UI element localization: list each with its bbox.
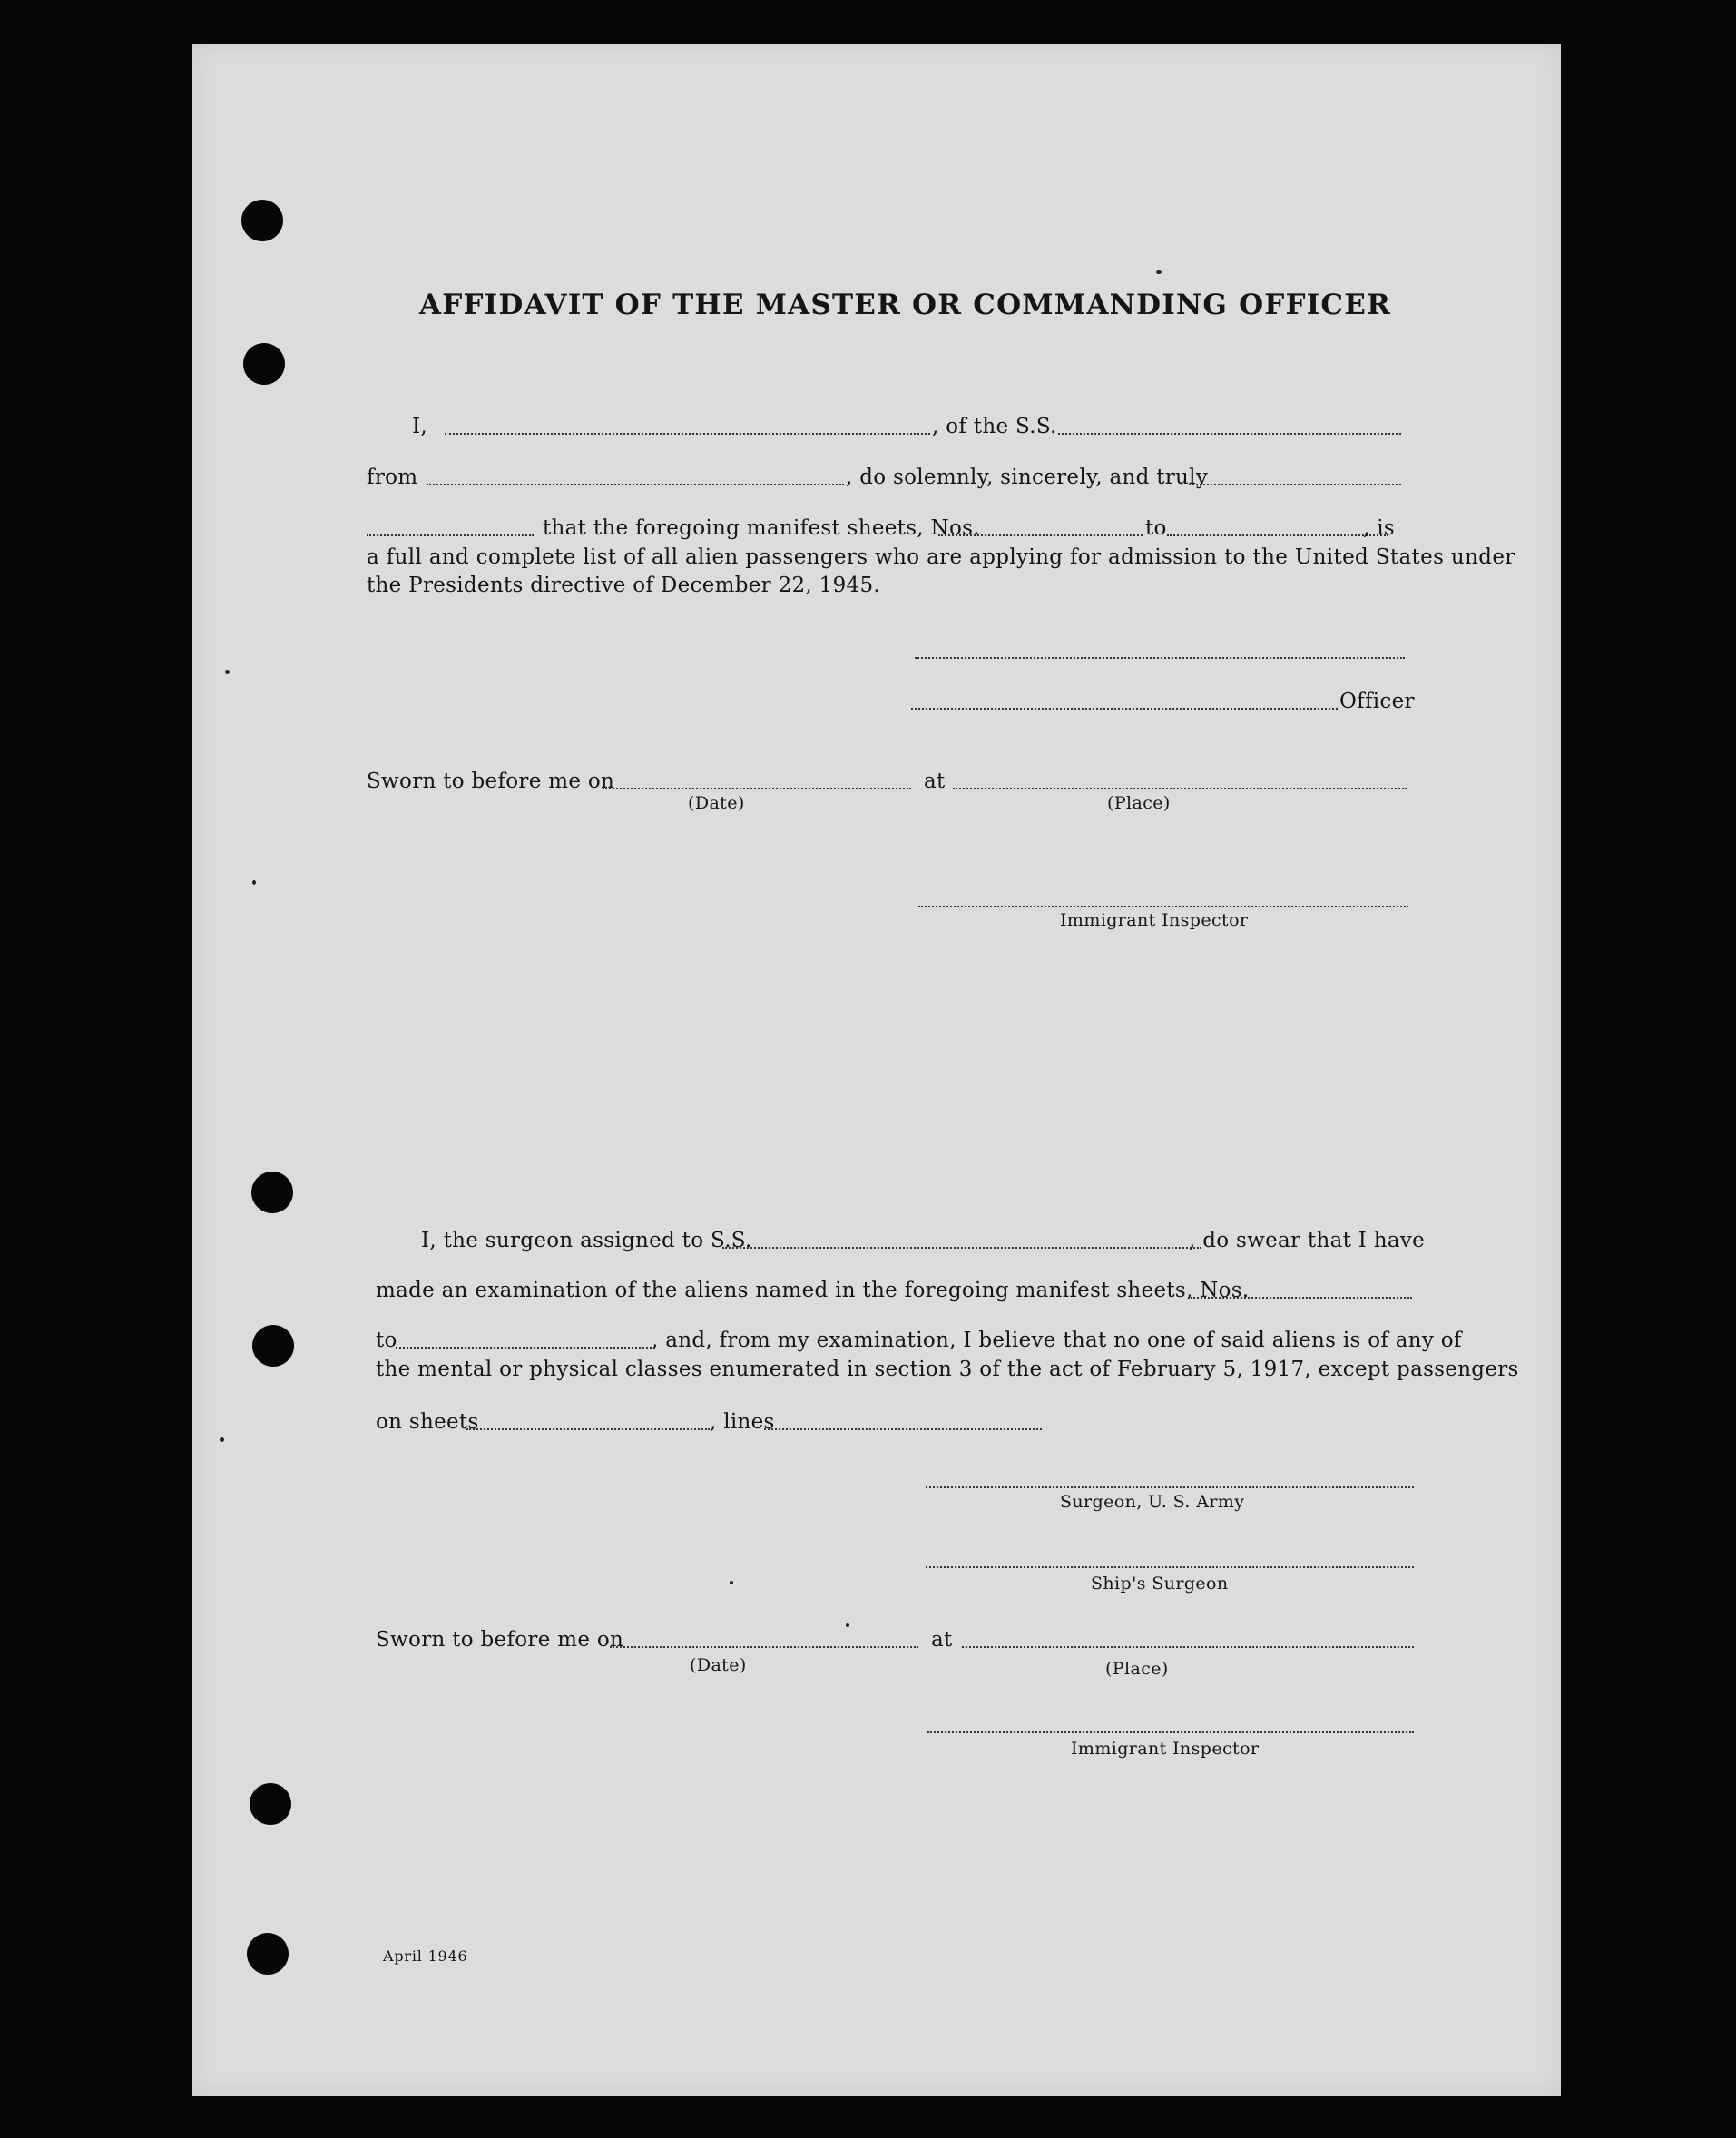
master-i-label: I,	[412, 415, 427, 438]
punch-hole	[247, 1933, 289, 1975]
master-from-blank[interactable]	[427, 484, 844, 485]
master-sworn-label: Sworn to before me on	[367, 770, 615, 793]
master-oath-blank[interactable]	[367, 534, 534, 536]
officer-signature-blank-1[interactable]	[915, 657, 1405, 659]
master-nos-to-blank[interactable]	[1167, 534, 1388, 536]
army-surgeon-label: Surgeon, U. S. Army	[1060, 1492, 1245, 1512]
surgeon-to-label: to	[376, 1329, 397, 1352]
master-body-line-4: a full and complete list of all alien passengers who are applying for admission to the United States under	[367, 545, 1515, 569]
surgeon-line-3: , and, from my examination, I believe that no one of said aliens is of any of	[652, 1329, 1462, 1352]
surgeon-line-1b: , do swear that I have	[1189, 1229, 1426, 1252]
punch-hole	[251, 1172, 293, 1213]
army-surgeon-signature-blank[interactable]	[926, 1486, 1414, 1488]
surgeon-place-caption: (Place)	[1105, 1659, 1169, 1679]
officer-label: Officer	[1339, 690, 1415, 713]
master-ship-label: , of the S.S.	[932, 415, 1057, 438]
surgeon-nos-from-blank[interactable]	[1191, 1297, 1412, 1299]
master-nos-from-blank[interactable]	[938, 534, 1143, 536]
master-to-label: to	[1145, 516, 1167, 540]
surgeon-line-1a: I, the surgeon assigned to S.S.	[421, 1229, 752, 1252]
punch-hole	[243, 343, 285, 385]
master-inspector-signature-blank[interactable]	[918, 906, 1408, 907]
master-inspector-label: Immigrant Inspector	[1060, 910, 1249, 930]
surgeon-lines-label: , lines	[710, 1410, 775, 1434]
master-name-blank[interactable]	[445, 433, 930, 435]
surgeon-date-caption: (Date)	[690, 1655, 747, 1675]
master-sworn-place-blank[interactable]	[953, 788, 1407, 789]
punch-hole	[241, 200, 283, 241]
master-at-label: at	[924, 770, 946, 793]
master-ship-blank[interactable]	[1058, 433, 1401, 435]
form-title: AFFIDAVIT OF THE MASTER OR COMMANDING OFFICER	[419, 289, 1392, 321]
master-place-caption: (Place)	[1107, 793, 1171, 813]
surgeon-sheets-blank[interactable]	[466, 1428, 710, 1430]
speck	[1156, 270, 1162, 274]
master-swear-label: , do solemnly, sincerely, and truly	[846, 466, 1209, 489]
surgeon-sworn-place-blank[interactable]	[962, 1646, 1414, 1648]
speck	[846, 1623, 849, 1627]
speck	[220, 1437, 224, 1442]
surgeon-sheets-label: on sheets	[376, 1410, 479, 1434]
master-is-label: , is	[1363, 516, 1395, 540]
speck	[225, 670, 230, 674]
ship-surgeon-signature-blank[interactable]	[926, 1566, 1414, 1568]
surgeon-ship-blank[interactable]	[722, 1247, 1201, 1249]
form-revision-date: April 1946	[383, 1947, 468, 1965]
surgeon-inspector-signature-blank[interactable]	[927, 1731, 1414, 1733]
surgeon-at-label: at	[931, 1628, 953, 1652]
punch-hole	[252, 1325, 294, 1367]
master-date-caption: (Date)	[688, 793, 745, 813]
ship-surgeon-label: Ship's Surgeon	[1091, 1574, 1229, 1594]
master-manifest-label: that the foregoing manifest sheets, Nos.	[543, 516, 980, 540]
officer-signature-blank-2[interactable]	[911, 708, 1338, 710]
master-swear-blank[interactable]	[1189, 484, 1401, 485]
surgeon-nos-to-blank[interactable]	[396, 1347, 652, 1349]
speck	[252, 880, 256, 885]
surgeon-sworn-date-blank[interactable]	[610, 1646, 918, 1648]
punch-hole	[250, 1783, 291, 1825]
surgeon-lines-blank[interactable]	[764, 1428, 1042, 1430]
speck	[730, 1581, 733, 1584]
surgeon-inspector-label: Immigrant Inspector	[1071, 1739, 1260, 1759]
surgeon-line-4: the mental or physical classes enumerated in section 3 of the act of February 5, 1917, except passengers	[376, 1358, 1519, 1381]
form-page	[192, 44, 1561, 2096]
surgeon-sworn-label: Sworn to before me on	[376, 1628, 624, 1652]
master-body-line-5: the Presidents directive of December 22, 1945.	[367, 574, 881, 597]
master-from-label: from	[367, 466, 418, 489]
surgeon-line-2: made an examination of the aliens named in the foregoing manifest sheets, Nos.	[376, 1279, 1250, 1302]
master-sworn-date-blank[interactable]	[603, 788, 911, 789]
